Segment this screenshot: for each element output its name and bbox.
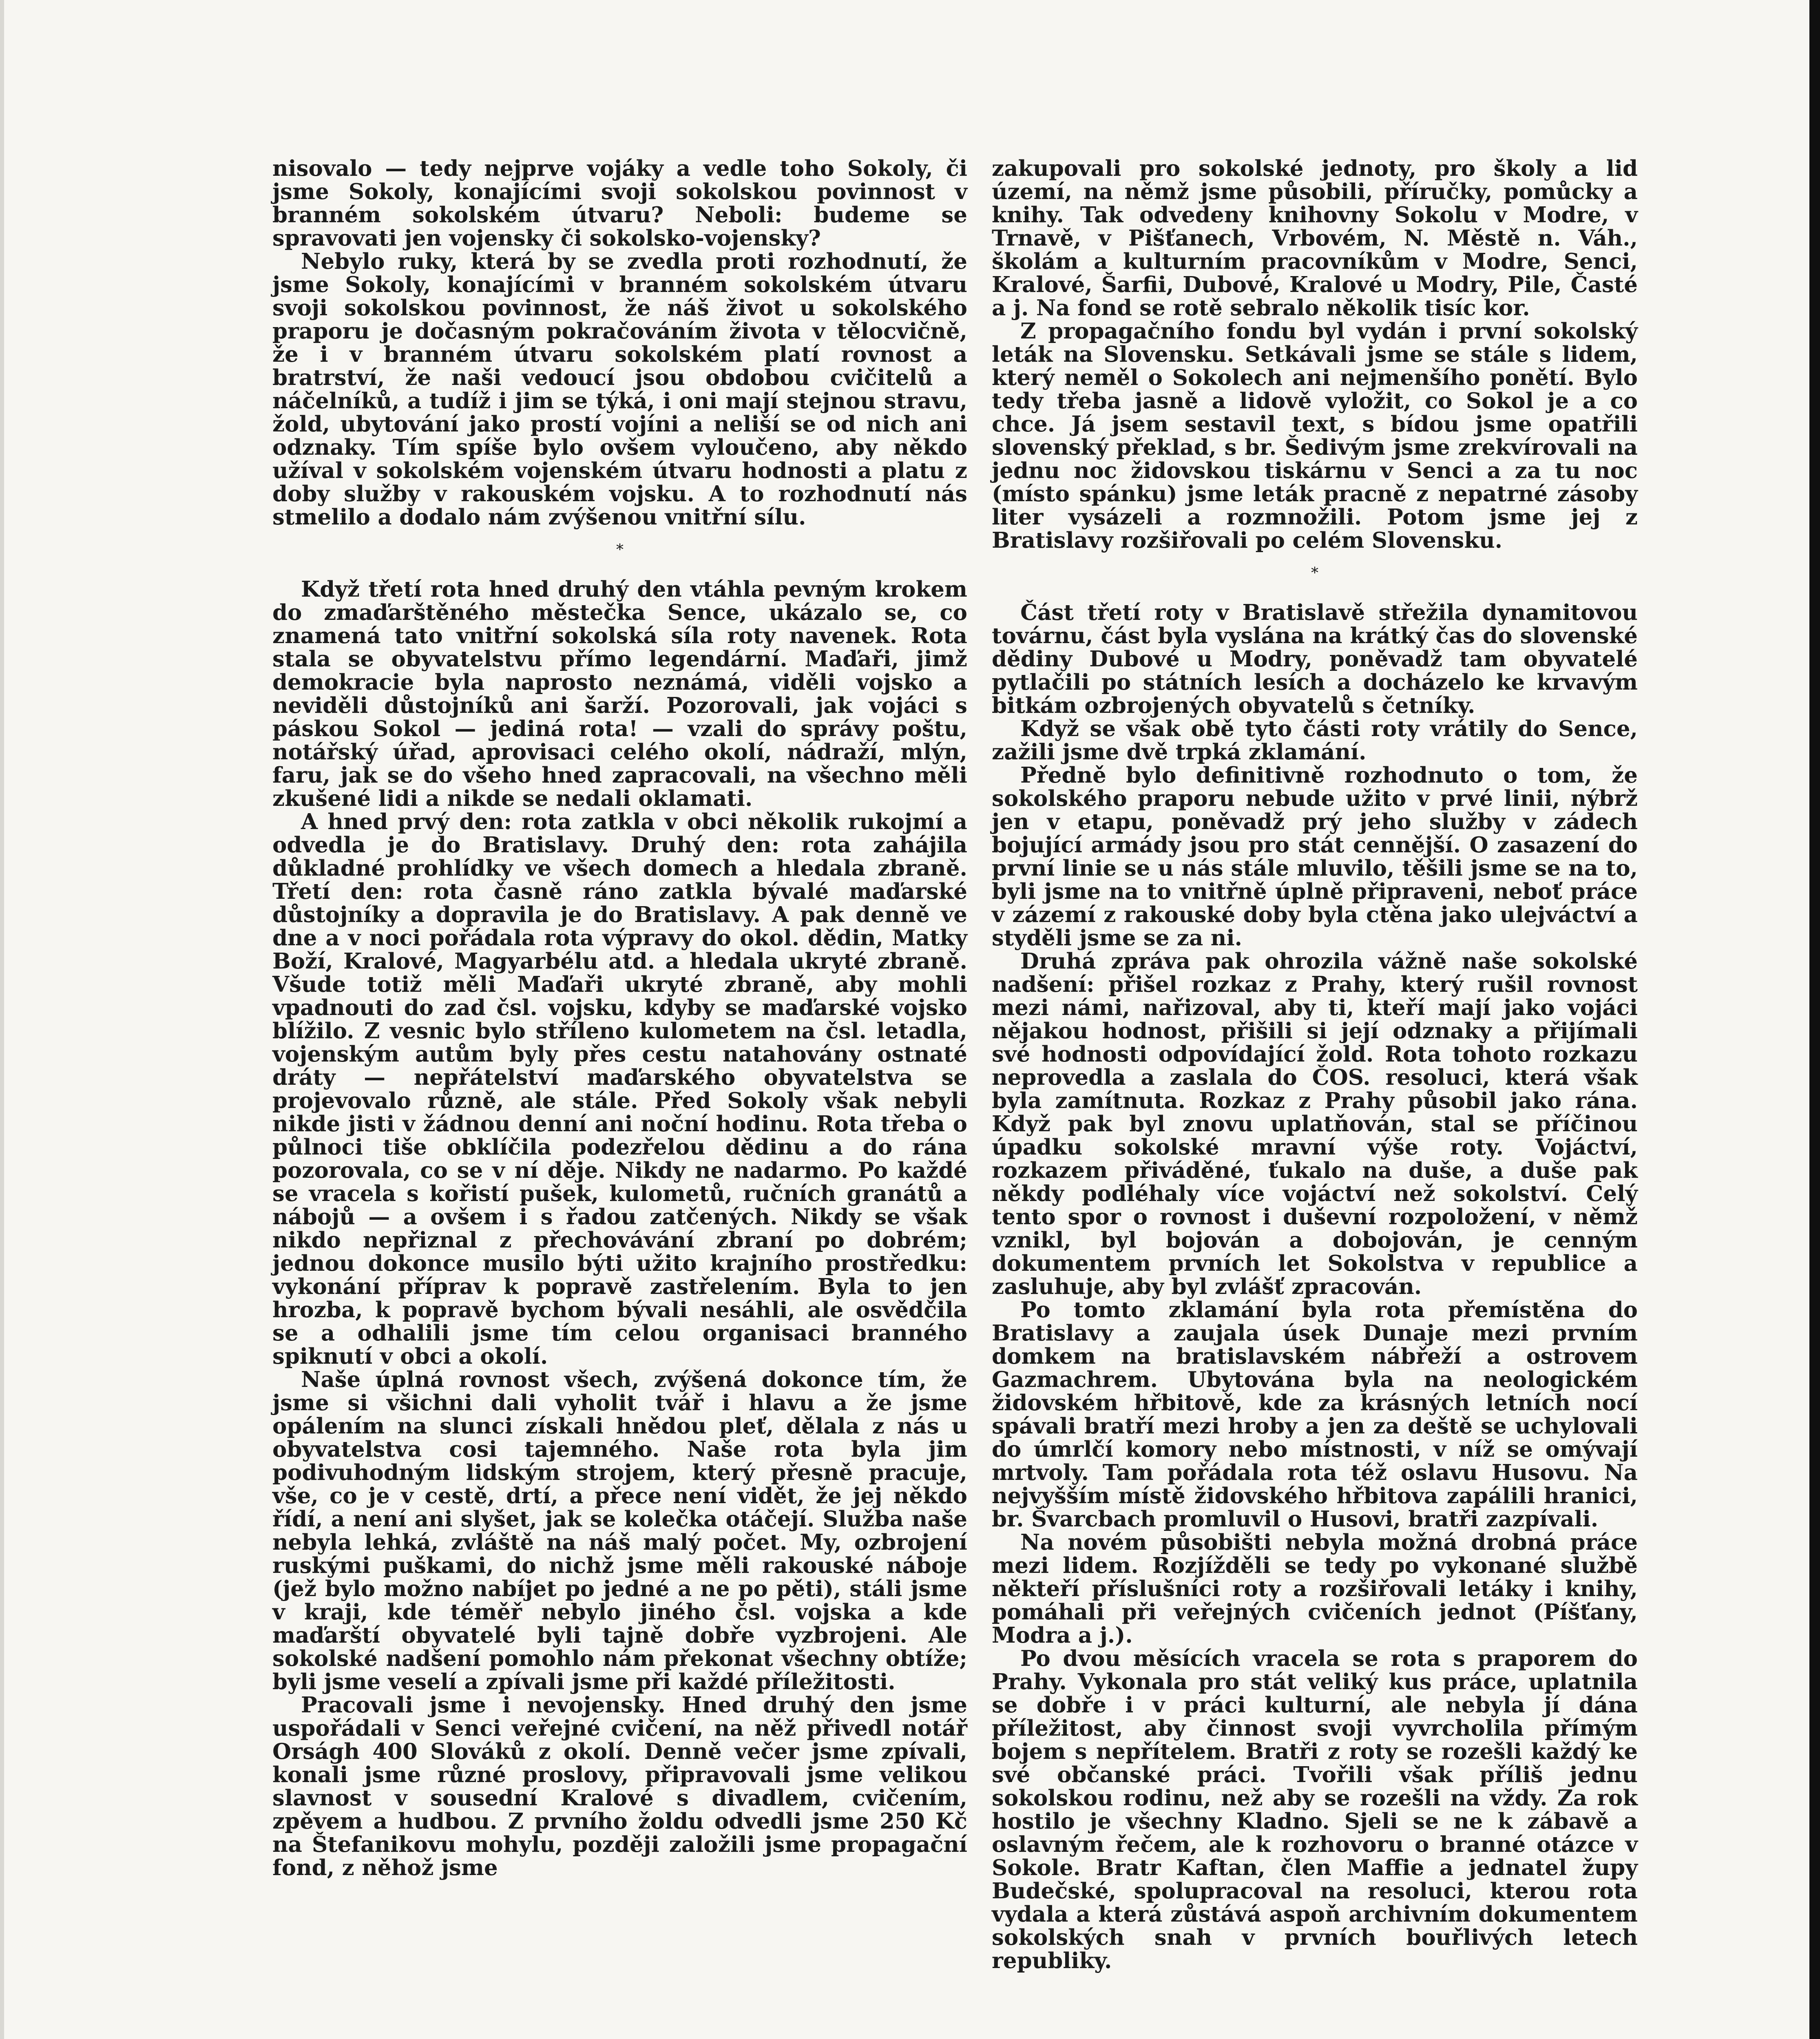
left-paragraph: A hned prvý den: rota zatkla v obci několik rukojmí a odvedla je do Bratislavy. Druhý den: rota zahájila důkladné prohlídky ve všech domech a hledala zbraně. Třetí den: rota časně ráno zatkla bývalé maďarské důstojníky a dopravila je do Bratislavy. A pak denně ve dne a v noci pořádala rota výpravy do okol. dědin, Matky Boží, Kralové, Magyarbélu atd. a hledala ukryté zbraně. Všude totiž měli Maďaři ukryté zbraně, aby mohli vpadnouti do zad čsl. vojsku, kdyby se maďarské vojsko blížilo. Z vesnic bylo stříleno kulometem na čsl. letadla, vojenským autům byly přes cestu natahovány ostnaté dráty — nepřátelství maďarského obyvatelstva se projevovalo různě, ale stále. Před Sokoly však nebyli nikde jisti v žádnou denní ani noční hodinu. Rota třeba o půlnoci tiše obklíčila podezřelou dědinu a do rána pozorovala, co se v ní děje. Nikdy ne nadarmo. Po každé se vracela s kořistí pušek, kulometů, ručních granátů a nábojů — a ovšem i s řadou zatčených. Nikdy se však nikdo nepřiznal z přechovávání zbraní po dobrém; jednou dokonce musilo býti užito krajního prostředku: vykonání příprav k popravě zastřelením. Byla to jen hrozba, k popravě bychom bývali nesáhli, ale osvědčila se a odhalili jsme tím celou organisaci branného spiknutí v obci a okolí. [272, 809, 967, 1369]
scan-right-edge [1809, 0, 1820, 2039]
right-paragraph: Druhá zpráva pak ohrozila vážně naše sokolské nadšení: přišel rozkaz z Prahy, který rušil rovnost mezi námi, nařizoval, aby ti, kteří mají jako vojáci nějakou hodnost, přišili si její odznaky a přijímali své hodnosti odpovídající žold. Rota tohoto rozkazu neprovedla a zaslala do ČOS. resoluci, která však byla zamítnuta. Rozkaz z Prahy působil jako rána. Když pak byl znovu uplatňován, stal se příčinou úpadku sokolské mravní výše roty. Vojáctví, rozkazem přiváděné, ťukalo na duše, a duše pak někdy podléhaly více vojáctví než sokolství. Celý tento spor o rovnost i duševní rozpoložení, v němž vznikl, byl bojován a dobojován, je cenným dokumentem prvních let Sokolstva v republice a zasluhuje, aby byl zvlášť zpracován. [992, 949, 1638, 1299]
right-paragraph: zakupovali pro sokolské jednoty, pro školy a lid území, na němž jsme působili, příručky, pomůcky a knihy. Tak odvedeny knihovny Sokolu v Modre, v Trnavě, v Pišťanech, Vrbovém, N. Městě n. Váh., školám a kulturním pracovníkům v Modre, Senci, Kralové, Šarfii, Dubové, Kralové u Modry, Pile, Časté a j. Na fond se rotě sebralo několik tisíc kor. [992, 156, 1638, 321]
section-separator: * [616, 542, 624, 558]
left-paragraph: Nebylo ruky, která by se zvedla proti rozhodnutí, že jsme Sokoly, konajícími v branném sokolském útvaru svoji sokolskou povinnost, že náš život u sokolského praporu je dočasným pokračováním života v tělocvičně, že i v branném útvaru sokolském platí rovnost a bratrství, že naši vedoucí jsou obdobou cvičitelů a náčelníků, a tudíž i jim se týká, i oni mají stejnou stravu, žold, ubytování jako prostí vojíni a neliší se od nich ani odznaky. Tím spíše bylo ovšem vyloučeno, aby někdo užíval v sokolském vojenském útvaru hodnosti a platu z doby služby v rakouském vojsku. A to rozhodnutí nás stmelilo a dodalo nám zvýšenou vnitřní sílu. [272, 249, 967, 530]
right-paragraph: Na novém působišti nebyla možná drobná práce mezi lidem. Rozjížděli se tedy po vykonané službě někteří příslušníci roty a rozšiřovali letáky i knihy, pomáhali při veřejných cvičeních jednot (Píšťany, Modra a j.). [992, 1530, 1638, 1648]
right-paragraph: Po dvou měsících vracela se rota s praporem do Prahy. Vykonala pro stát veliký kus práce, uplatnila se dobře i v práci kulturní, ale nebyla jí dána příležitost, aby činnost svoji vyvrcholila přímým bojem s nepřítelem. Bratři z roty se rozešli každý ke své občanské práci. Tvořili však příliš jednu sokolskou rodinu, než aby se rozešli na vždy. Za rok hostilo je všechny Kladno. Sjeli se ne k zábavě a oslavným řečem, ale k rozhovoru o branné otázce v Sokole. Bratr Kaftan, člen Maffie a jednatel župy Budečské, spolupracoval na resoluci, kterou rota vydala a která zůstává aspoň archivním dokumentem sokolských snah v prvních bouřlivých letech republiky. [992, 1646, 1638, 1973]
left-paragraph: Naše úplná rovnost všech, zvýšená dokonce tím, že jsme si všichni dali vyholit tvář i hlavu a že jsme opálením na slunci získali hnědou pleť, dělala z nás u obyvatelstva cosi tajemného. Naše rota byla jim podivuhodným lidským strojem, který přesně pracuje, vše, co je v cestě, drtí, a přece není vidět, že jej někdo řídí, a není ani slyšet, jak se kolečka otáčejí. Služba naše nebyla lehká, zvláště na náš malý počet. My, ozbrojení ruskými puškami, do nichž jsme měli rakouské náboje (jež bylo možno nabíjet po jedné a ne po pěti), stáli jsme v kraji, kde téměř nebylo jiného čsl. vojska a kde maďarští obyvatelé byli tajně dobře vyzbrojeni. Ale sokolské nadšení pomohlo nám překonat všechny obtíže; byli jsme veselí a zpívali jsme při každé příležitosti. [272, 1367, 967, 1694]
right-paragraph: Z propagačního fondu byl vydán i první sokolský leták na Slovensku. Setkávali jsme se stále s lidem, který neměl o Sokolech ani nejmenšího ponětí. Bylo tedy třeba jasně a lidově vyložit, co Sokol je a co chce. Já jsem sestavil text, s bídou jsme opatřili slovenský překlad, s br. Šedivým jsme zrekvírovali na jednu noc židovskou tiskárnu v Senci a za tu noc (místo spánku) jsme leták pracně z nepatrné zásoby liter vysázeli a rozmnožili. Potom jsme jej z Bratislavy rozšiřovali po celém Slovensku. [992, 318, 1638, 553]
left-paragraph: nisovalo — tedy nejprve vojáky a vedle toho Sokoly, či jsme Sokoly, konajícími svoji sokolskou povinnost v branném sokolském útvaru? Neboli: budeme se spravovati jen vojensky či sokolsko-vojensky? [272, 156, 967, 251]
right-paragraph: Když se však obě tyto části roty vrátily do Sence, zažili jsme dvě trpká zklamání. [992, 716, 1638, 765]
left-paragraph: Když třetí rota hned druhý den vtáhla pevným krokem do zmaďarštěného městečka Sence, ukázalo se, co znamená tato vnitřní sokolská síla roty navenek. Rota stala se obyvatelstvu přímo legendární. Maďaři, jimž demokracie byla naprosto neznámá, viděli vojsko a neviděli důstojníků ani šarží. Pozorovali, jak vojáci s páskou Sokol — jediná rota! — vzali do správy poštu, notářský úřad, aprovisaci celého okolí, nádraží, mlýn, faru, jak se do všeho hned zapracovali, na všechno měli zkušené lidi a nikde se nedali oklamati. [272, 577, 967, 811]
left-paragraph: Pracovali jsme i nevojensky. Hned druhý den jsme uspořádali v Senci veřejné cvičení, na něž přivedl notář Orságh 400 Slováků z okolí. Denně večer jsme zpívali, konali jsme různé proslovy, připravovali jsme velikou slavnost v sousední Kralové s divadlem, cvičením, zpěvem a hudbou. Z prvního žoldu odvedli jsme 250 Kč na Štefanikovu mohylu, později založili jsme propagační fond, z něhož jsme [272, 1692, 967, 1880]
right-paragraph: Předně bylo definitivně rozhodnuto o tom, že sokolského praporu nebude užito v prvé linii, nýbrž jen v etapu, poněvadž prý jeho služby v zádech bojující armády jsou pro stát cennější. O zasazení do první linie se u nás stále mluvilo, těšili jsme se na to, byli jsme na to vnitřně úplně připraveni, neboť práce v zázemí z rakouské doby byla ctěna jako ulejváctví a styděli jsme se za ni. [992, 763, 1638, 951]
right-paragraph: Po tomto zklamání byla rota přemístěna do Bratislavy a zaujala úsek Dunaje mezi prvním domkem na bratislavském nábřeží a ostrovem Gazmachrem. Ubytována byla na neologickém židovském hřbitově, kde za krásných letních nocí spávali bratří mezi hroby a jen za deště se uchylovali do úmrlčí komory nebo místnosti, v níž se omývají mrtvoly. Tam pořádala rota též oslavu Husovu. Na nejvyšším místě židovského hřbitova zapálili hranici, br. Švarcbach promluvil o Husovi, bratři zazpívali. [992, 1297, 1638, 1532]
scan-left-edge [0, 0, 4, 2039]
right-paragraph: Část třetí roty v Bratislavě střežila dynamitovou továrnu, část byla vyslána na krátký čas do slovenské dědiny Dubové u Modry, poněvadž tam obyvatelé pytlačili po státních lesích a docházelo ke krvavým bitkám ozbrojených obyvatelů s četníky. [992, 600, 1638, 718]
right-column [992, 157, 1638, 1973]
section-separator: * [1311, 565, 1318, 582]
left-column [272, 157, 967, 1880]
